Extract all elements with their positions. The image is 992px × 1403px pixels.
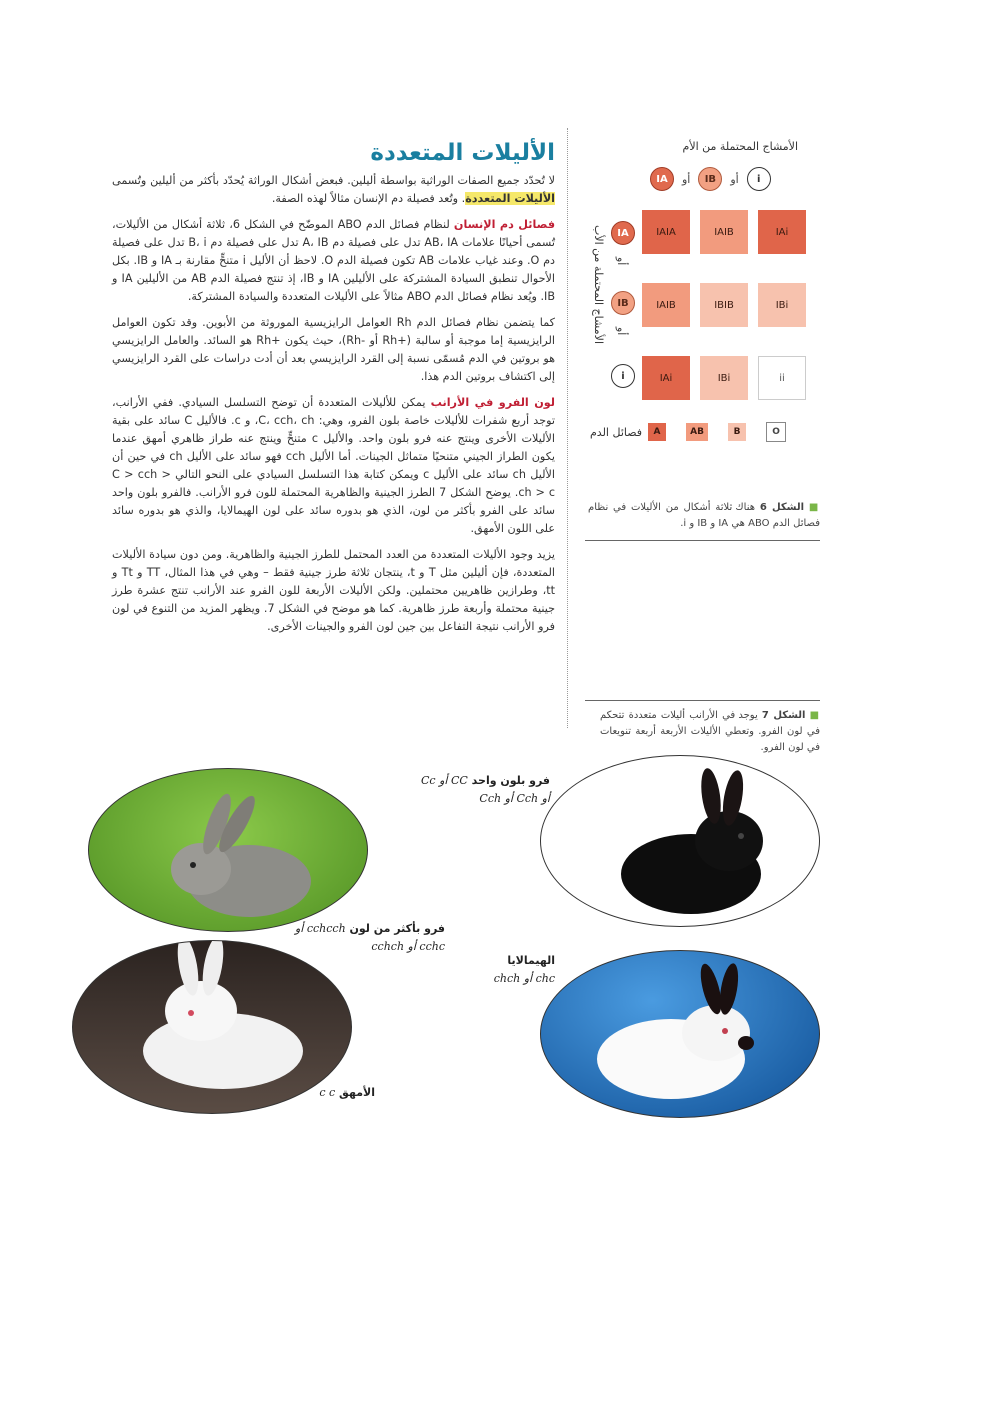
punnett-cell: IAi — [758, 210, 806, 254]
label-title: فرو بأكثر من لون — [349, 922, 445, 935]
punnett-cell: IAIB — [700, 210, 748, 254]
punnett-cell: ii — [758, 356, 806, 400]
paragraph-blood-types — [112, 216, 555, 306]
paragraph-intro — [112, 172, 555, 208]
father-gametes-title: الأمشاج المحتملة من الأب — [592, 225, 605, 345]
key-term: الأليلات المتعددة — [465, 192, 555, 205]
caption-rule — [585, 540, 820, 541]
chinchilla-rabbit-photo — [88, 768, 368, 932]
rabbit-fur-text: يمكن للأليلات المتعددة أن توضح التسلسل السيادي. ففي الأرانب، توجد أربع شفرات للأليلات خاصة بلون الفرو، وهي: C، cch، ch، و c. فالأليل C سائد على بقية الأليلات الأخرى وينتج عنه فرو بلون واحد. والأليل c متنحٍّ وينتج عنه طراز ظاهري أمهق عندما يكون الطراز الجيني متنحيًا متماثل الجينات. أما الأليل cch فهو سائد على الأليل ch في حين أن الأليل ch سائد على الأليل c ويمكن كتابة هذا التسلسل السيادي على النحو التالي C > cch > ch > c. يوضح الشكل 7 الطرز الجينية والظاهرية المحتملة للون فرو الأرانب. فالفرو بلون واحد سائد على الفرو بأكثر من لون، الذي هو بدوره سائد على لون الهيمالايا، والذي هو بدوره سائد على اللون الأمهق. — [112, 396, 555, 535]
rabbit-illustration — [541, 951, 819, 1117]
or-label: أو — [730, 172, 739, 186]
label-genotype: cchcch أو — [294, 922, 346, 935]
figure-6-caption — [588, 500, 820, 532]
chinchilla-fur-label — [285, 920, 445, 956]
paragraph-rh: كما يتضمن نظام فصائل الدم Rh العوامل الرايزيسية الموروثة من الأبوين. وقد تكون العوامل الرايزيسية إما موجبة أو سالبة (+Rh أو -Rh)، حيث يكون +Rh هو السائد. والعامل الرايزيسي هو بروتين في الدم مُسمّى نسبة إلى القرد الرايزيسي بعد أن أدت دراسات على القرد الرايزيسي إلى اكتشاف بروتين الدم هذا. — [112, 316, 555, 383]
blood-types-label: فصائل الدم — [590, 425, 643, 439]
caption-lead: الشكل 7 — [761, 710, 806, 721]
caption-lead: الشكل 6 — [759, 502, 805, 513]
label-title: فرو بلون واحد — [471, 774, 550, 787]
caption-text: هناك ثلاثة أشكال من الأليلات في نظام فصائل الدم ABO هي IA و IB و i. — [588, 502, 820, 529]
intro-text: لا تُحدّد جميع الصفات الوراثية بواسطة أليلين. فبعض أشكال الوراثة يُحدّد بأكثر من أليلين وتُسمى — [112, 174, 555, 187]
allele-i-father: i — [611, 364, 635, 388]
or-label: أو — [615, 257, 628, 266]
label-genotype: أو Cch أو Cch — [479, 792, 550, 805]
blood-types-text: لنظام فصائل الدم ABO الموضّح في الشكل 6، ثلاثة أشكال من الأليلات، تُسمى أحيانًا علامات AB، IA تدل على فصيلة دم A، IB تدل على فصيلة دم B، i تدل على فصيلة دم O. وعند غياب علامات AB تكون فصيلة الدم O. لاحظ أن الأليل i متنحٍّ مقارنة بـ IA و IB. بكل الأحوال تنطبق السيادة المشتركة على الأليلين IA و IB، إذ تنتج فصيلة الدم AB من الأليلين IA و IB. ويُعد نظام فصائل الدم ABO مثالاً على الأليلات المتعددة والسيادة المشتركة. — [112, 218, 556, 303]
punnett-cell: IBi — [758, 283, 806, 327]
label-genotype: c c — [319, 1086, 336, 1099]
label-genotype: CC أو Cc — [421, 774, 468, 787]
caption-rule — [585, 700, 820, 701]
paragraph-rabbit-fur — [112, 394, 555, 538]
blood-type-b: B — [728, 423, 746, 441]
rabbit-illustration — [89, 769, 367, 931]
punnett-cell: IAIA — [642, 210, 690, 254]
punnett-cell: IBi — [700, 356, 748, 400]
section-title: الأليلات المتعددة — [370, 140, 555, 166]
label-title: الأمهق — [339, 1086, 375, 1099]
label-genotype: cchc أو cchch — [371, 940, 445, 953]
blood-type-a: A — [648, 423, 666, 441]
rabbit-illustration — [541, 756, 819, 926]
label-title: الهيمالايا — [507, 954, 555, 967]
blood-types-heading: فصائل دم الإنسان — [453, 218, 556, 231]
albino-fur-label — [300, 1084, 375, 1102]
allele-i-mother: i — [747, 167, 771, 191]
punnett-cell: IAIB — [642, 283, 690, 327]
caption-bullet: ■ — [808, 502, 820, 513]
himalayan-fur-label — [460, 952, 555, 988]
blood-type-ab: AB — [686, 423, 708, 441]
body-text — [112, 172, 555, 636]
paragraph-genotypes: يزيد وجود الأليلات المتعددة من العدد المحتمل للطرز الجينية والظاهرية. ومن دون سيادة الأليلات المتعددة، فإن أليلين مثل T و t، ينتجان ثلاثة طرز جينية فقط – وهي في هذا المثال، TT و Tt و tt، وطرازين ظاهريين محتملين. ولكن الأليلات الأربعة للون الفرو عند الأرانب تنتج عشرة طرز جينية محتملة وأربعة طرز ظاهرية. كما هو موضح في الشكل 7. ويظهر المزيد من التنوع في لون فرو الأرانب نتيجة التفاعل بين جين لون الفرو والجينات الأخرى. — [112, 548, 556, 633]
allele-ia-father: IA — [611, 221, 635, 245]
label-genotype: chc أو chch — [493, 972, 555, 985]
figure-7-caption — [600, 708, 820, 756]
allele-ib-father: IB — [611, 291, 635, 315]
rabbit-fur-heading: لون الفرو في الأرانب — [430, 396, 555, 409]
solid-rabbit-photo — [540, 755, 820, 927]
allele-ia-mother: IA — [650, 167, 674, 191]
or-label: أو — [615, 327, 628, 336]
caption-text: يوجد في الأرانب أليلات متعددة تتحكم في لون الفرو. وتعطي الأليلات الأربعة أربعة تنويعات في لون الفرو. — [600, 710, 820, 753]
intro-end: . وتُعد فصيلة دم الإنسان مثالاً لهذه الصفة. — [271, 192, 466, 205]
punnett-cell: IBIB — [700, 283, 748, 327]
blood-type-legend — [590, 422, 786, 442]
allele-ib-mother: IB — [698, 167, 722, 191]
column-divider — [567, 128, 568, 728]
himalayan-rabbit-photo — [540, 950, 820, 1118]
caption-bullet: ■ — [809, 710, 820, 721]
punnett-cell: IAi — [642, 356, 690, 400]
or-label: أو — [682, 172, 691, 186]
solid-fur-label — [400, 772, 550, 808]
mother-gametes-title: الأمشاج المحتملة من الأم — [682, 140, 798, 153]
blood-type-o: O — [766, 422, 786, 442]
mother-alleles — [650, 167, 771, 191]
